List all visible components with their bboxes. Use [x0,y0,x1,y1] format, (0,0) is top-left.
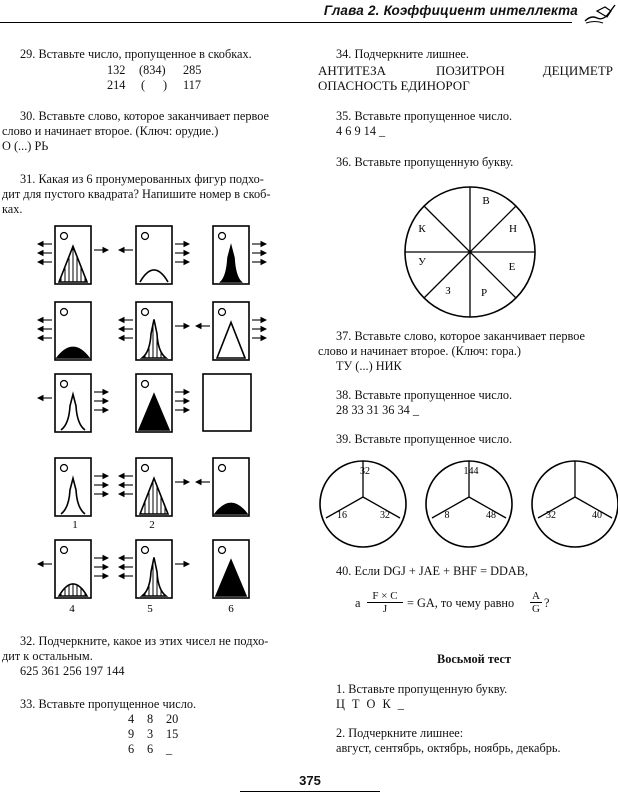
q33-cell: 3 [147,727,154,741]
figure-puzzle [0,218,300,618]
q40-numerator-2: A [530,590,542,603]
wheel-letter: У [418,256,426,268]
q40-text: 40. Если DGJ + JAE + BHF = DDAB, [336,564,529,578]
circle-top-number: 144 [463,466,479,477]
q29-cell: 132 [107,63,126,77]
q31-text-3: ках. [2,202,23,216]
option-label: 4 [69,603,75,615]
q40-numerator: F × C [367,590,403,603]
figure-circle [142,547,149,554]
q38-sequence: 28 33 31 36 34 _ [336,403,420,417]
figure-circle [219,309,226,316]
q29-cell: 285 [183,63,202,77]
q29-cell: (834) [139,63,166,77]
q32-numbers: 625 361 256 197 144 [20,664,125,678]
t1-letters: Ц Т О К _ [336,697,406,711]
q33-cell: 4 [128,712,135,726]
hatched-spike [142,319,166,358]
q30-text-2: слово и начинает второе. (Ключ: орудие.) [2,124,219,138]
circle-left-number: 8 [444,510,450,521]
figure-circle [142,233,149,240]
empty-spike [61,478,85,514]
q31-text-1: 31. Какая из 6 пронумерованных фигур подхо- [20,172,264,186]
number-circles [318,455,618,555]
q29-text: 29. Вставьте число, пропущенное в скобках. [20,47,252,61]
letter-wheel [400,182,540,322]
q29-cell: ( [141,78,146,92]
q33-cell: 6 [147,742,154,756]
q33-cell: 20 [166,712,179,726]
page-number: 375 [299,773,321,788]
q39-text: 39. Вставьте пропущенное число. [336,432,513,446]
q40-denominator-2: G [532,603,540,615]
hatched-triangle [140,478,168,514]
option-label: 5 [147,603,153,615]
q33-cell: 8 [147,712,154,726]
wheel-letter: К [418,223,426,235]
figure-circle [61,233,68,240]
q29-cell: ) [163,78,168,92]
empty-arc [140,270,168,282]
figure-circle [219,547,226,554]
q32-text-1: 32. Подчеркните, какое из этих чисел не подхо- [20,634,269,648]
q40-a: а [355,596,361,610]
option-label: 2 [149,519,155,531]
hatched-arc [59,584,87,596]
q33-text: 33. Вставьте пропущенное число. [20,697,197,711]
q30-answer: О (...) РЬ [2,139,49,153]
circle-left-number: 16 [337,510,347,521]
black-arc [215,503,247,514]
q30-text-1: 30. Вставьте слово, которое заканчивает первое [20,109,269,123]
q33-cell: 15 [166,727,179,741]
option-label: 1 [72,519,78,531]
figure-circle [219,465,226,472]
section-title: Восьмой тест [437,652,511,666]
q33-cell: _ [166,742,173,756]
figure-circle [61,547,68,554]
wheel-letter: Р [480,287,488,299]
q40-question-mark: ? [544,596,550,610]
q29-cell: 214 [107,78,126,92]
chapter-title: Глава 2. Коэффициент интеллекта [323,3,578,18]
wheel-letter: Н [509,223,517,235]
hatched-triangle [59,246,87,282]
q37-answer: ТУ (...) НИК [336,359,402,373]
q33-cell: 9 [128,727,135,741]
q29-cell: 117 [183,78,201,92]
q34-word: ДЕЦИМЕТР [542,63,613,78]
q38-text: 38. Вставьте пропущенное число. [336,388,513,402]
wheel-letter: З [445,285,451,297]
q40-denominator: J [382,603,388,615]
black-arc [57,347,89,358]
black-triangle [216,560,246,596]
q37-text-1: 37. Вставьте слово, которое заканчивает первое [336,329,585,343]
header-rule [0,22,572,23]
q35-text: 35. Вставьте пропущенное число. [336,109,513,123]
wheel-letter: В [482,195,490,207]
q34-word: АНТИТЕЗА [318,63,387,78]
circle-right-number: 40 [592,510,602,521]
q36-text: 36. Вставьте пропущенную букву. [336,155,514,169]
figure-circle [61,381,68,388]
q35-sequence: 4 6 9 14 _ [336,124,386,138]
t2-text: 2. Подчеркните лишнее: [336,726,464,740]
empty-spike [61,394,85,430]
wheel-letter: Е [508,261,516,273]
empty-triangle [217,322,245,358]
t1-text: 1. Вставьте пропущенную букву. [336,682,508,696]
option-label: 6 [228,603,234,615]
black-triangle [139,394,169,430]
circle-left-number: 32 [546,510,556,521]
circle-top-number: 32 [360,466,370,477]
figure-circle [142,381,149,388]
hatched-spike [142,557,166,596]
circle-right-number: 48 [486,510,496,521]
q32-text-2: дит к остальным. [2,649,93,663]
figure-circle [61,465,68,472]
q31-text-2: дит для пустого квадрата? Напишите номер в скоб- [2,187,271,201]
figure-circle [61,309,68,316]
circle-right-number: 32 [380,510,390,521]
writing-hand-icon [583,1,617,25]
q34-words-row2: ОПАСНОСТЬ ЕДИНОРОГ [318,78,470,93]
t2-words: август, сентябрь, октябрь, ноябрь, декабрь. [336,741,561,755]
black-spike [221,246,241,282]
figure-circle [219,233,226,240]
empty-answer-square [203,374,251,431]
q40-equation: = GA, то чему равно [407,596,515,610]
q37-text-2: слово и начинает второе. (Ключ: гора.) [318,344,522,358]
q34-text: 34. Подчеркните лишнее. [336,47,469,61]
q34-word: ПОЗИТРОН [436,63,505,78]
figure-circle [142,465,149,472]
footer-rule [240,791,380,792]
figure-circle [142,309,149,316]
q33-cell: 6 [128,742,135,756]
